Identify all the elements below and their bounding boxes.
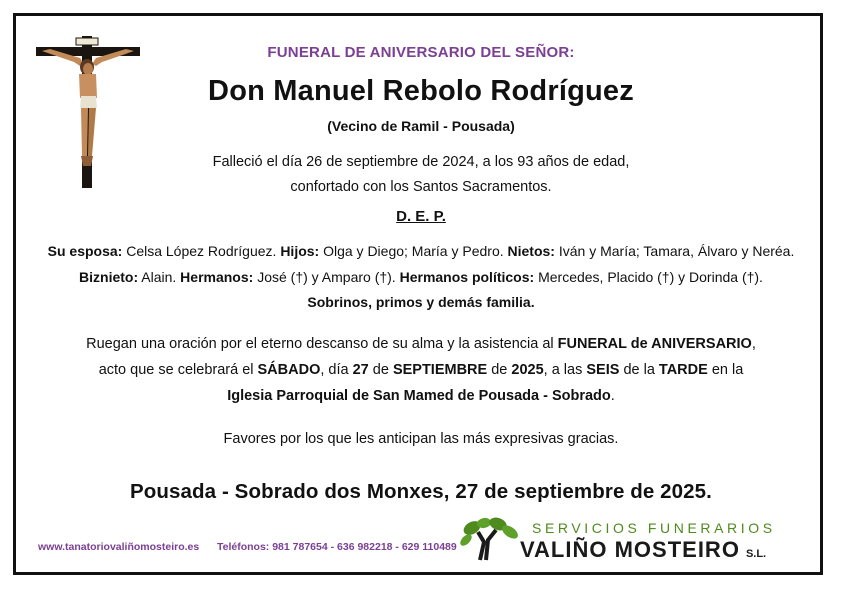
ceremony-request: [0, 331, 842, 409]
great-grandchild-label: Biznieto:: [79, 268, 139, 285]
request-line-3: [0, 383, 842, 409]
spouse-names: Celsa López Rodríguez.: [122, 243, 281, 259]
request-text: ,: [751, 336, 756, 352]
in-laws-names: Mercedes, Placido (†) y Dorinda (†).: [534, 268, 763, 285]
thanks-text: Favores por los que les anticipan las más expresivas gracias.: [223, 431, 619, 447]
grandchildren-label: Nietos:: [507, 243, 555, 259]
request-text: acto que se celebrará el: [98, 362, 258, 378]
request-line-1: [0, 331, 842, 357]
other-relatives: Sobrinos, primos y demás familia.: [307, 294, 535, 310]
children-label: Hijos:: [280, 243, 320, 259]
family-line-3: [0, 290, 842, 316]
siblings-label: Hermanos:: [180, 268, 254, 285]
place-date: Pousada - Sobrado dos Monxes, 27 de septiembre de 2025.: [130, 480, 712, 503]
request-event: FUNERAL de ANIVERSARIO: [557, 336, 752, 352]
request-church: Iglesia Parroquial de San Mamed de Pousada - Sobrado: [227, 388, 611, 404]
request-text: de: [487, 362, 512, 378]
request-text: en la: [707, 362, 744, 378]
notice-heading: FUNERAL DE ANIVERSARIO DEL SEÑOR:: [267, 44, 575, 61]
request-hour: SEIS: [586, 362, 620, 378]
request-text: , a las: [543, 362, 587, 378]
deceased-name: Don Manuel Rebolo Rodríguez: [208, 75, 634, 107]
request-month: SEPTIEMBRE: [392, 362, 488, 378]
family-line-2: [0, 265, 842, 291]
siblings-names: José (†) y Amparo (†).: [253, 268, 400, 285]
request-text: , día: [320, 362, 353, 378]
deceased-origin: (Vecino de Ramil - Pousada): [327, 118, 515, 134]
spouse-label: Su esposa:: [47, 243, 123, 259]
request-year: 2025: [511, 362, 544, 378]
request-text: de: [368, 362, 393, 378]
logo-services-text: SERVICIOS FUNERARIOS: [532, 520, 776, 536]
family-list: [0, 239, 842, 316]
company-logo: [460, 516, 810, 566]
website-link[interactable]: www.tanatoriovaliñomosteiro.es: [38, 541, 200, 553]
logo-name-wrap: [520, 537, 766, 563]
death-notice: [0, 150, 842, 200]
request-text: Ruegan una oración por el eterno descanso de su alma y la asistencia al: [86, 336, 558, 352]
grandchildren-names: Iván y María; Tamara, Álvaro y Neréa.: [554, 243, 795, 259]
dep-label: D. E. P.: [396, 208, 446, 225]
logo-suffix: S.L.: [745, 548, 767, 560]
death-notice-line-1: Falleció el día 26 de septiembre de 2024, a los 93 años de edad,: [212, 154, 630, 170]
death-notice-line-2: confortado con los Santos Sacramentos.: [290, 179, 552, 195]
in-laws-label: Hermanos políticos:: [399, 268, 535, 285]
request-text: de la: [619, 362, 659, 378]
tree-logo-icon: [460, 516, 522, 562]
phone-numbers: Teléfonos: 981 787654 - 636 982218 - 629 110489: [217, 541, 457, 553]
family-line-1: [0, 239, 842, 265]
request-line-2: [0, 357, 842, 383]
request-day: 27: [352, 362, 369, 378]
children-names: Olga y Diego; María y Pedro.: [319, 243, 508, 259]
great-grandchild-names: Alain.: [138, 268, 181, 285]
request-text: .: [610, 388, 615, 404]
request-weekday: SÁBADO: [257, 362, 321, 378]
logo-company-name: VALIÑO MOSTEIRO: [520, 537, 740, 562]
request-period: TARDE: [658, 362, 708, 378]
